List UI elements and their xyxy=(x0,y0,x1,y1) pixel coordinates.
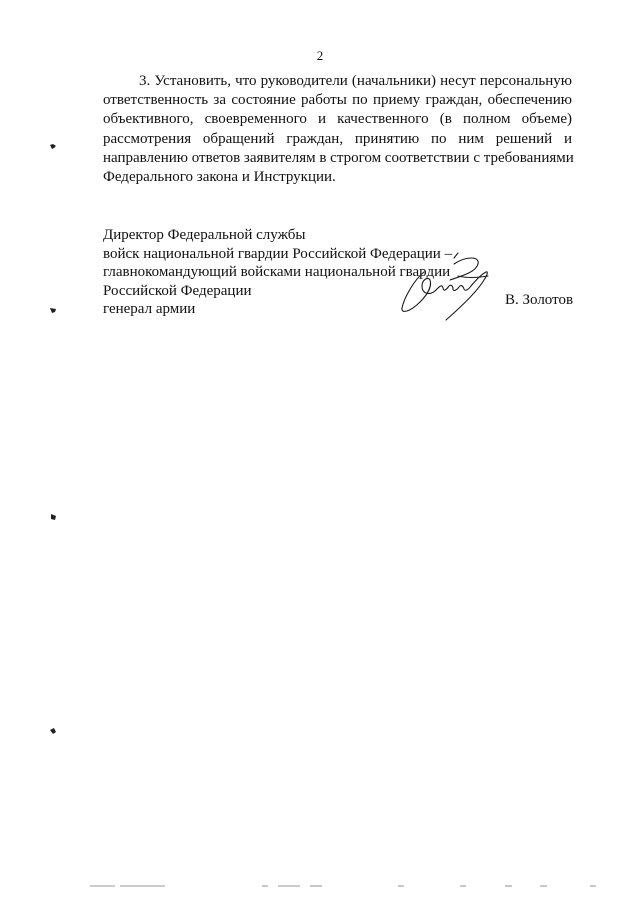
paragraph-line: ответственность за состояние работы по приему граждан, обеспечению xyxy=(103,92,572,109)
signatory-title-line: войск национальной гвардии Российской Федерации – xyxy=(103,245,453,262)
signatory-title-line: Директор Федеральной службы xyxy=(103,227,306,243)
signatory-title-line: Российской Федерации xyxy=(103,282,252,299)
punch-hole-mark xyxy=(48,305,58,315)
punch-hole-mark xyxy=(48,726,58,736)
paragraph-line: 3. Установить, что руководители (начальники) несут персональную xyxy=(139,73,572,89)
page-number: 2 xyxy=(316,48,324,63)
paragraph-item-3 xyxy=(103,72,572,187)
scan-noise-specks xyxy=(0,878,640,892)
punch-hole-mark xyxy=(48,141,58,151)
paragraph-line: Федерального закона и Инструкции. xyxy=(103,169,336,186)
paragraph-line: направлению ответов заявителям в строгом соответствии с требованиями xyxy=(103,149,574,166)
signer-name: В. Золотов xyxy=(505,292,574,308)
signatory-title-line: главнокомандующий войсками национальной гвардии xyxy=(103,264,451,280)
paragraph-line: рассмотрения обращений граждан, принятию по ним решений и xyxy=(103,130,572,147)
handwritten-signature xyxy=(396,250,496,322)
paragraph-line: объективного, своевременного и качественного (в полном объеме) xyxy=(103,111,572,128)
punch-hole-mark xyxy=(48,512,58,522)
signatory-rank: генерал армии xyxy=(103,301,196,317)
